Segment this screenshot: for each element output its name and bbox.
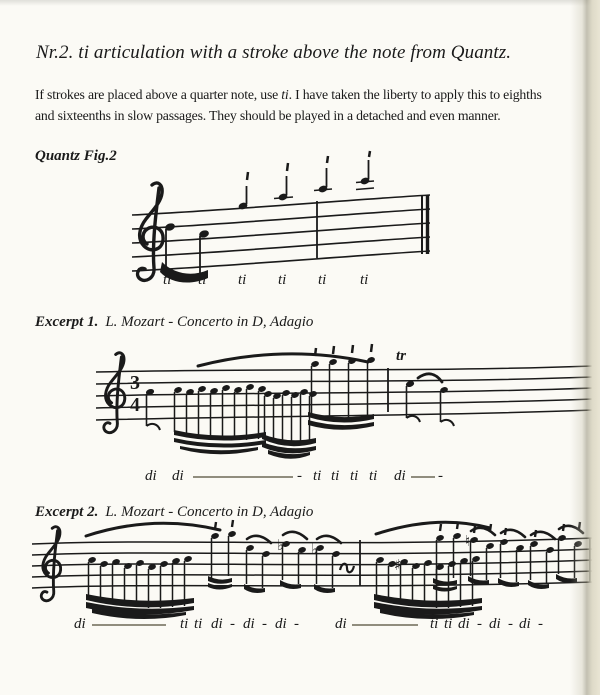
syllable: ti (278, 272, 287, 288)
slur (198, 354, 368, 366)
slur (86, 523, 220, 536)
syllable: di (74, 616, 86, 632)
lyric-hyphen: - (477, 616, 482, 632)
lyric-extender (193, 476, 293, 478)
stroke-note-pair-2 (433, 522, 462, 592)
excerpt2-caption: L. Mozart - Concerto in D, Adagio (105, 504, 314, 520)
intro-line1-before: If strokes are placed above a quarter note, use (35, 87, 282, 102)
syllable: ti (163, 272, 172, 288)
excerpt1-staff-svg (88, 342, 598, 470)
intro-line-1 (35, 84, 542, 105)
accidental-flat-icon: ♭ (311, 540, 319, 558)
syllable: di (335, 616, 347, 632)
syllable: di (211, 616, 223, 632)
accidental-sharp-icon: ♯ (394, 556, 402, 574)
intro-paragraph (35, 84, 542, 126)
scan-top-shadow (0, 0, 600, 6)
syllable: di (519, 616, 531, 632)
lyric-extender (352, 624, 418, 626)
excerpt1-label (35, 314, 313, 331)
lyric-hyphen: - (230, 616, 235, 632)
syllable: di (394, 468, 406, 484)
syllable: ti (194, 616, 203, 632)
time-signature (130, 372, 140, 416)
lyric-hyphen: - (262, 616, 267, 632)
quantz-staff-svg (112, 150, 442, 286)
lyric-hyphen: - (438, 468, 443, 484)
syllable: di (275, 616, 287, 632)
excerpt2-staff-svg (28, 514, 598, 614)
intro-line1-after: . I have taken the liberty to apply this to eighths (288, 87, 542, 102)
syllable: di (243, 616, 255, 632)
articulation-strokes (474, 522, 580, 537)
staff-lines (132, 195, 430, 271)
accidental-natural-icon: ♮ (465, 532, 471, 550)
scan-edge-shadow (570, 0, 600, 695)
lyric-hyphen: - (508, 616, 513, 632)
syllable: ti (180, 616, 189, 632)
syllable: ti (350, 468, 359, 484)
lyric-extender (411, 476, 435, 478)
intro-ti-italic: ti (281, 87, 289, 102)
svg-text:4: 4 (130, 394, 140, 416)
staff-lines (96, 366, 593, 420)
syllable: ti (313, 468, 322, 484)
excerpt1-label-bold: Excerpt 1. (35, 314, 99, 330)
excerpt1-caption: L. Mozart - Concerto in D, Adagio (105, 314, 314, 330)
syllable: ti (331, 468, 340, 484)
accidental-flat-icon: ♭ (277, 536, 285, 554)
stroke-note-pair-1 (208, 520, 237, 590)
excerpt1-lyric-row (0, 468, 600, 490)
syllable: di (458, 616, 470, 632)
syllable: di (489, 616, 501, 632)
intro-line-2: and sixteenths in slow passages. They should be played in a detached and even manner. (35, 108, 501, 123)
lyric-hyphen: - (294, 616, 299, 632)
quantz-figure-label: Quantz Fig.2 (35, 148, 117, 164)
treble-clef-icon (138, 183, 164, 280)
syllable: ti (198, 272, 207, 288)
lyric-hyphen: - (538, 616, 543, 632)
page-title: Nr.2. ti articulation with a stroke above the note from Quantz. (36, 42, 512, 63)
syllable: ti (360, 272, 369, 288)
syllable: ti (369, 468, 378, 484)
syllable: di (172, 468, 184, 484)
svg-text:tr: tr (396, 348, 407, 364)
syllable: ti (318, 272, 327, 288)
syllable: di (145, 468, 157, 484)
beamed-group-2 (374, 555, 482, 619)
excerpt2-lyric-row (0, 616, 600, 638)
svg-text:3: 3 (130, 372, 140, 394)
excerpt2-label-bold: Excerpt 2. (35, 504, 99, 520)
treble-clef-icon (41, 527, 60, 601)
lyric-extender (92, 624, 166, 626)
stroke-notes (238, 151, 374, 210)
slurred-pair (498, 530, 525, 587)
quantz-syllable-row (0, 272, 600, 294)
syllable: ti (238, 272, 247, 288)
syllable: ti (430, 616, 439, 632)
syllable: ti (444, 616, 453, 632)
lyric-hyphen: - (297, 468, 302, 484)
treble-clef-icon (104, 353, 125, 433)
